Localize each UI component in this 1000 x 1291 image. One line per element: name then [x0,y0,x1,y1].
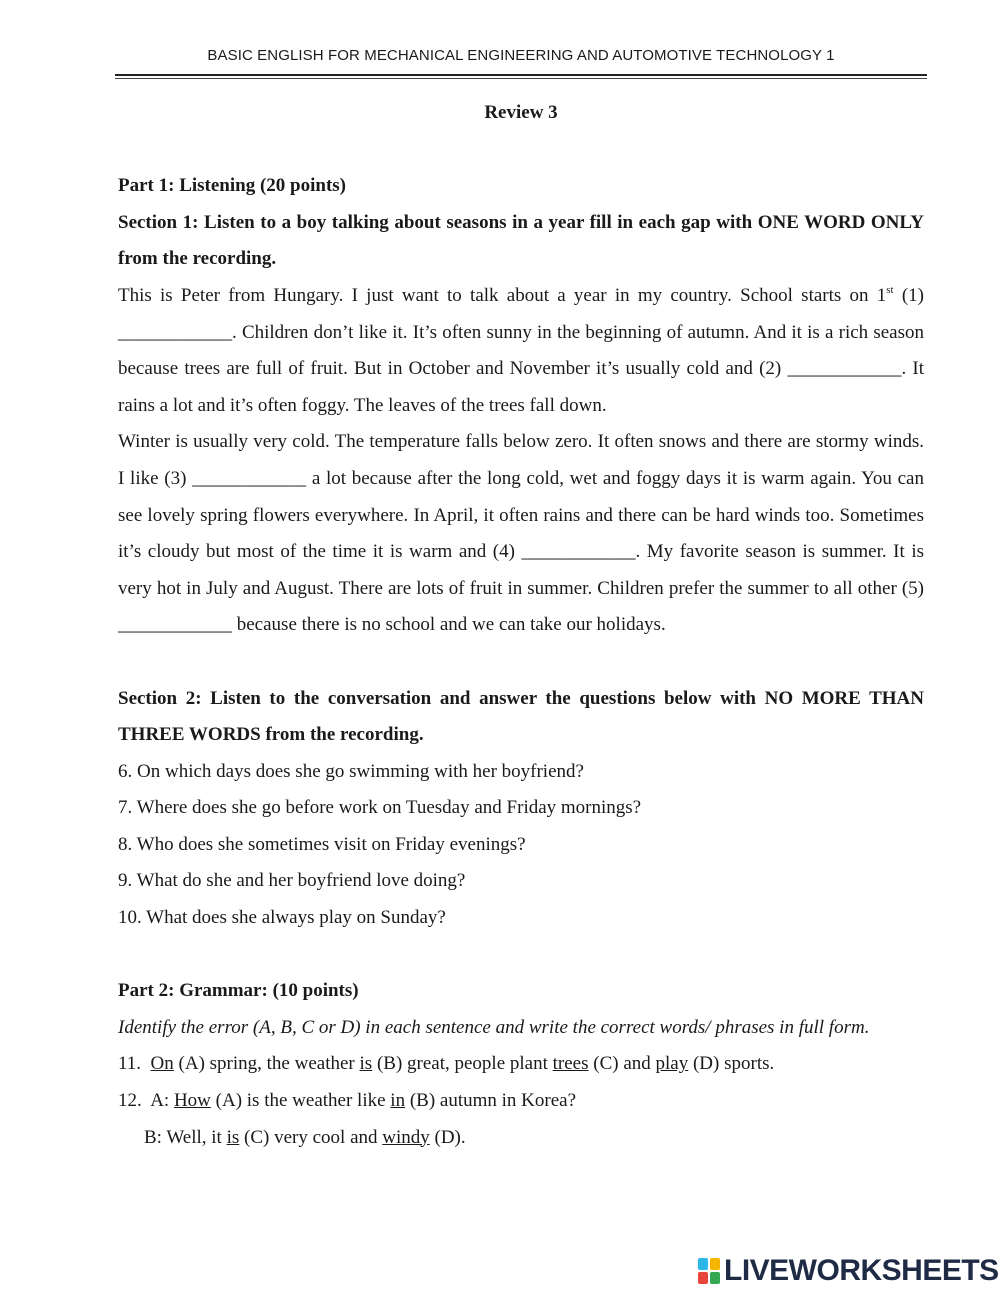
worksheet-content [118,95,924,1156]
question-12b: B: Well, it is (C) very cool and windy (D). [144,1126,466,1148]
question-10: 10. What does she always play on Sunday? [118,907,446,929]
question-9: 9. What do she and her boyfriend love doing? [118,870,466,892]
logo-icon [698,1258,720,1284]
question-7: 7. Where does she go before work on Tuesday and Friday mornings? [118,797,642,819]
part1-heading: Part 1: Listening (20 points) [118,175,346,197]
liveworksheets-logo [698,1254,999,1288]
logo-text: LIVEWORKSHEETS [724,1254,999,1287]
page-title: Review 3 [484,102,558,123]
question-11: 11. On (A) spring, the weather is (B) great, people plant trees (C) and play (D) sports. [118,1053,775,1075]
page-header: BASIC ENGLISH FOR MECHANICAL ENGINEERING AND AUTOMOTIVE TECHNOLOGY 1 [207,47,835,64]
section1-paragraph-2: Winter is usually very cold. The temperature falls below zero. It often snows and there are stormy winds. I like (3) ____________ a lot because after the long cold, wet and foggy days it is warm again. You can see lovely spring flowers everywhere. In April, it often rains and there can be hard winds too. Sometimes it’s cloudy but most of the time it is warm and (4) ____________. My favorite season is summer. It is very hot in July and August. There are lots of fruit in summer. Children prefer the summer to all other (5) ____________ because there is no school and we can take our holidays. [118,431,924,636]
question-12a: 12. A: How (A) is the weather like in (B) autumn in Korea? [118,1090,577,1112]
section2-heading: Section 2: Listen to the conversation and answer the questions below with NO MORE THAN THREE WORDS from the recording. [118,687,924,746]
header-rule-thin [115,78,927,79]
part2-instruction: Identify the error (A, B, C or D) in each sentence and write the correct words/ phrases in full form. [118,1016,870,1038]
section1-heading: Section 1: Listen to a boy talking about seasons in a year fill in each gap with ONE WORD ONLY from the recording. [118,211,924,270]
header-rule [115,74,927,76]
question-8: 8. Who does she sometimes visit on Friday evenings? [118,833,526,855]
section1-paragraph-1: This is Peter from Hungary. I just want to talk about a year in my country. School starts on 1st (1) ____________. Children don’t like it. It’s often sunny in the beginning of autumn. And it is a rich season because trees are full of fruit. But in October and November it’s usually cold and (2) ____________. It rains a lot and it’s often foggy. The leaves of the trees fall down. [118,283,925,416]
part2-heading: Part 2: Grammar: (10 points) [118,980,359,1002]
question-6: 6. On which days does she go swimming with her boyfriend? [118,760,584,782]
